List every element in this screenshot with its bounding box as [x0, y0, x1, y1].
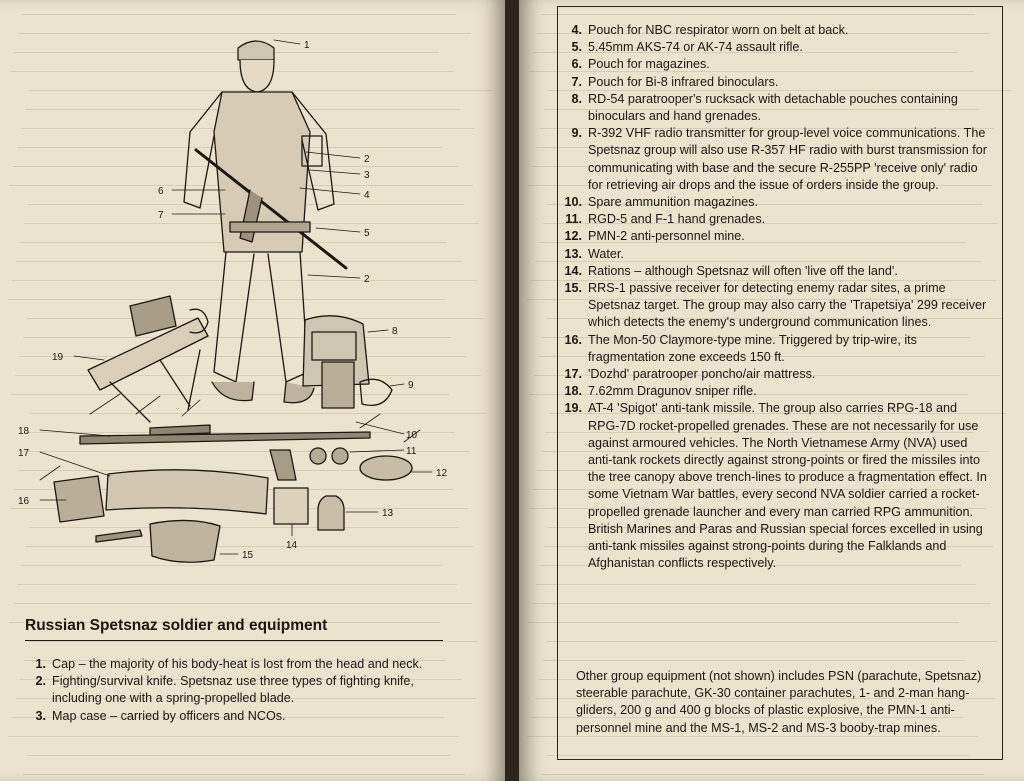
item-text: R-392 VHF radio transmitter for group-level voice communications. The Spetsnaz group will also use R-357 HF radio with burst transmission for communicating with base and the secure R-255PP 'receive only' radio for retrieving air drops and the issue of orders inside the group.	[588, 126, 987, 192]
list-item	[560, 246, 990, 263]
right-page	[519, 0, 1024, 781]
item-number: 18.	[564, 384, 582, 399]
item-number: 4.	[571, 23, 582, 37]
callout-2: 2	[364, 154, 370, 165]
callout-7: 7	[158, 210, 164, 221]
item-number: 11.	[565, 212, 582, 227]
list-item	[560, 263, 990, 280]
item-text: Spare ammunition magazines.	[588, 195, 759, 210]
item-number: 19.	[564, 401, 582, 416]
item-text: Pouch for magazines.	[588, 57, 710, 72]
item-text: AT-4 'Spigot' anti-tank missile. The group also carries RPG-18 and RPG-7D rocket-propelled grenades. These are not necessarily for use against armoured vehicles. The North Vietnamese Army (NVA) used anti-tank rockets directly against strong-points or fired the missiles into the tree canopy above trench-lines to produce a fragmentation effect. In some Vietnam War battles, every second NVA soldier carried a rocket-propelled grenade launcher and every man carried RPG ammunition. British Marines and Paras and Russian special forces excelled in using anti-tank missiles against strong-points during the Falklands and Afghanistan conflicts respectively.	[588, 401, 987, 571]
list-item	[24, 673, 449, 707]
callout-4: 4	[364, 190, 370, 201]
item-text: Fighting/survival knife. Spetsnaz use three types of fighting knife, including one with a spring-propelled blade.	[52, 674, 414, 706]
list-item	[560, 332, 990, 366]
callout-6: 6	[158, 186, 164, 197]
item-text: Water.	[588, 246, 624, 261]
callout-11: 11	[406, 446, 417, 457]
item-text: Pouch for NBC respirator worn on belt at back.	[588, 23, 849, 37]
callout-16: 16	[18, 496, 30, 507]
other-equipment-paragraph: Other group equipment (not shown) includes PSN (parachute, Spetsnaz) steerable parachute, GK-30 container parachutes, 1- and 2-man hang-gliders, 200 g and 400 g blocks of plastic explosive, the PMN-1 anti-personnel mine and the MS-1, MS-2 and MS-3 booby-trap mines.	[576, 669, 982, 735]
list-item	[560, 228, 990, 245]
list-item	[560, 366, 990, 383]
item-number: 3.	[35, 708, 46, 723]
item-number: 14.	[564, 263, 582, 278]
item-text: 'Dozhd' paratrooper poncho/air mattress.	[588, 367, 816, 382]
callout-13: 13	[382, 508, 394, 519]
callout-8: 8	[392, 326, 398, 337]
list-item	[560, 74, 990, 91]
callout-9: 9	[408, 380, 414, 391]
radar-receiver-drawing	[150, 520, 220, 562]
poncho-drawing	[106, 470, 268, 514]
book-gutter	[505, 0, 519, 781]
list-item	[560, 125, 990, 194]
item-number: 9.	[571, 126, 582, 141]
item-number: 7.	[571, 74, 582, 89]
list-item	[560, 211, 990, 228]
sniper-rifle-drawing	[80, 425, 370, 444]
list-item	[24, 708, 449, 725]
item-text: RD-54 paratrooper's rucksack with detachable pouches containing binoculars and hand grenades.	[588, 91, 958, 124]
list-item	[560, 194, 990, 211]
callout-15: 15	[242, 550, 254, 561]
callout-18: 18	[18, 426, 30, 437]
list-item	[560, 400, 990, 572]
callout-10: 10	[406, 430, 418, 441]
item-number: 15.	[564, 281, 582, 296]
list-item	[24, 656, 449, 673]
item-number: 6.	[571, 57, 582, 72]
item-text: Map case – carried by officers and NCOs.	[52, 708, 286, 723]
item-text: Cap – the majority of his body-heat is lost from the head and neck.	[52, 657, 423, 671]
item-number: 5.	[571, 40, 582, 55]
callout-12: 12	[436, 468, 448, 479]
item-list-right	[560, 22, 990, 573]
item-list-left	[24, 656, 449, 725]
item-text: Rations – although Spetsnaz will often 'live off the land'.	[588, 263, 898, 278]
item-number: 16.	[564, 332, 582, 347]
callout-14: 14	[286, 540, 298, 551]
left-page	[0, 0, 505, 781]
list-item	[560, 91, 990, 125]
list-item	[560, 280, 990, 332]
callout-5: 5	[364, 228, 370, 239]
list-item	[560, 22, 990, 39]
list-item	[560, 56, 990, 73]
water-bottle-drawing	[318, 496, 344, 530]
grenades-drawing	[270, 448, 348, 480]
list-item	[560, 383, 990, 400]
item-text: PMN-2 anti-personnel mine.	[588, 229, 745, 244]
soldier-equipment-illustration	[0, 10, 470, 580]
item-text: RRS-1 passive receiver for detecting enemy radar sites, a prime Spetsnaz target. The group may also carry the 'Trapetsiya' 299 receiver which detects the enemy's underground communication lines.	[588, 281, 987, 330]
item-number: 1.	[35, 657, 46, 671]
claymore-mine-drawing	[54, 476, 104, 522]
callout-17: 17	[18, 448, 30, 459]
knife-drawing	[96, 530, 142, 542]
item-number: 10.	[564, 195, 582, 210]
item-text: RGD-5 and F-1 hand grenades.	[588, 212, 766, 227]
item-number: 12.	[564, 229, 582, 244]
item-text: 7.62mm Dragunov sniper rifle.	[588, 384, 757, 399]
item-text: 5.45mm AKS-74 or AK-74 assault rifle.	[588, 40, 803, 55]
item-text: The Mon-50 Claymore-type mine. Triggered by trip-wire, its fragmentation zone exceeds 150 ft.	[588, 332, 917, 364]
rations-drawing	[274, 488, 308, 524]
callout-2b: 2	[364, 274, 370, 285]
caption-box	[557, 6, 1003, 760]
callout-1: 1	[304, 40, 310, 51]
list-item	[560, 39, 990, 56]
item-number: 13.	[564, 246, 582, 261]
anti-personnel-mine-drawing	[360, 456, 412, 480]
callout-3: 3	[364, 170, 370, 181]
item-number: 17.	[564, 367, 582, 382]
item-text: Pouch for Bi-8 infrared binoculars.	[588, 74, 779, 89]
figure-caption-title: Russian Spetsnaz soldier and equipment	[25, 617, 443, 641]
callout-19: 19	[52, 352, 64, 363]
item-number: 2.	[35, 674, 46, 689]
item-number: 8.	[571, 91, 582, 106]
